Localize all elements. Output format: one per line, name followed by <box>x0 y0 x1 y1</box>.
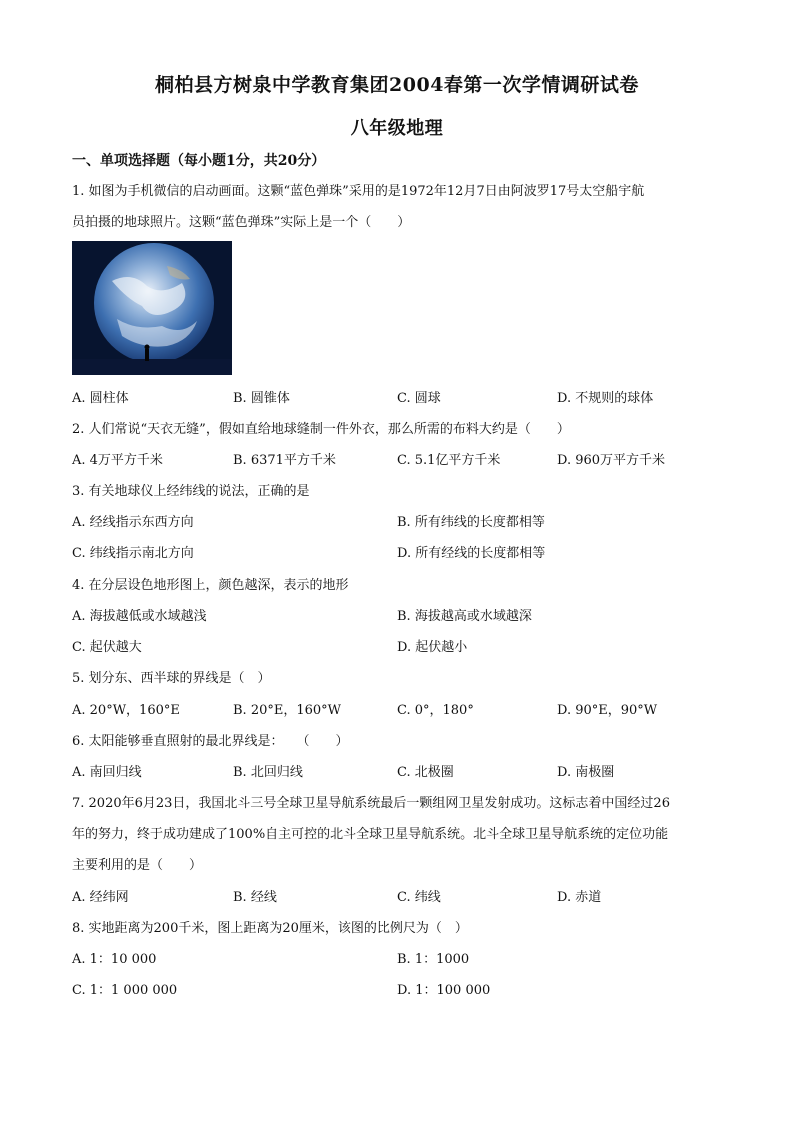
question-3-stem: 3. 有关地球仪上经纬线的说法，正确的是 <box>72 484 310 499</box>
question-5-option-b: B. 20°E，160°W <box>233 703 342 718</box>
question-4-option-b: B. 海拔越高或水域越深 <box>397 609 532 624</box>
question-1-option-c: C. 圆球 <box>397 391 441 406</box>
question-1-stem-line-2: 员拍摄的地球照片。这颗“蓝色弹珠”实际上是一个（ ） <box>72 215 411 230</box>
question-5-option-a: A. 20°W，160°E <box>72 703 180 718</box>
question-1-option-b: B. 圆锥体 <box>233 391 290 406</box>
question-5-option-d: D. 90°E，90°W <box>557 703 658 718</box>
question-5-stem: 5. 划分东、西半球的界线是（ ） <box>72 671 271 686</box>
question-3-option-b: B. 所有纬线的长度都相等 <box>397 515 545 530</box>
question-4-stem: 4. 在分层设色地形图上，颜色越深，表示的地形 <box>72 578 349 593</box>
question-3-option-c: C. 纬线指示南北方向 <box>72 546 194 561</box>
question-2-option-a: A. 4万平方千米 <box>72 453 163 468</box>
question-7-option-a: A. 经纬网 <box>72 890 129 905</box>
question-6-option-a: A. 南回归线 <box>72 765 142 780</box>
question-3-option-d: D. 所有经线的长度都相等 <box>397 546 546 561</box>
question-7-option-b: B. 经线 <box>233 890 277 905</box>
question-7-stem-line-3: 主要利用的是（ ） <box>72 858 203 873</box>
question-2-stem: 2. 人们常说“天衣无缝”，假如直给地球缝制一件外衣，那么所需的布料大约是（ ） <box>72 422 570 437</box>
question-2-option-b: B. 6371平方千米 <box>233 453 336 468</box>
question-7-stem-line-1: 7. 2020年6月23日，我国北斗三号全球卫星导航系统最后一颗组网卫星发射成功。这标志着中国经过26 <box>72 796 670 811</box>
blue-marble-earth-photo <box>72 241 232 375</box>
question-6-stem: 6. 太阳能够垂直照射的最北界线是： （ ） <box>72 734 349 749</box>
section-heading: 一、单项选择题（每小题1分，共20分） <box>72 153 326 169</box>
question-8-stem: 8. 实地距离为200千米，图上距离为20厘米，该图的比例尺为（ ） <box>72 921 468 936</box>
question-2-option-d: D. 960万平方千米 <box>557 453 666 468</box>
question-3-option-a: A. 经线指示东西方向 <box>72 515 194 530</box>
question-8-option-b: B. 1：1000 <box>397 952 470 967</box>
question-7-option-c: C. 纬线 <box>397 890 441 905</box>
question-7-option-d: D. 赤道 <box>557 890 602 905</box>
question-6-option-c: C. 北极圈 <box>397 765 454 780</box>
question-6-option-b: B. 北回归线 <box>233 765 303 780</box>
question-8-option-c: C. 1：1 000 000 <box>72 983 178 998</box>
question-4-option-d: D. 起伏越小 <box>397 640 468 655</box>
question-1-option-a: A. 圆柱体 <box>72 391 129 406</box>
exam-subtitle: 八年级地理 <box>350 118 444 139</box>
question-8-option-d: D. 1：100 000 <box>397 983 491 998</box>
question-1-stem-line-1: 1. 如图为手机微信的启动画面。这颗“蓝色弹珠”采用的是1972年12月7日由阿波罗17号太空船宇航 <box>72 184 645 199</box>
question-6-option-d: D. 南极圈 <box>557 765 615 780</box>
question-2-option-c: C. 5.1亿平方千米 <box>397 453 501 468</box>
question-5-option-c: C. 0°，180° <box>397 703 474 718</box>
exam-title: 桐柏县方树泉中学教育集团2004春第一次学情调研试卷 <box>155 74 639 96</box>
question-7-stem-line-2: 年的努力，终于成功建成了100%自主可控的北斗全球卫星导航系统。北斗全球卫星导航系统的定位功能 <box>72 827 669 842</box>
question-4-option-c: C. 起伏越大 <box>72 640 142 655</box>
question-8-option-a: A. 1：10 000 <box>72 952 157 967</box>
question-1-option-d: D. 不规则的球体 <box>557 391 654 406</box>
question-4-option-a: A. 海拔越低或水域越浅 <box>72 609 207 624</box>
